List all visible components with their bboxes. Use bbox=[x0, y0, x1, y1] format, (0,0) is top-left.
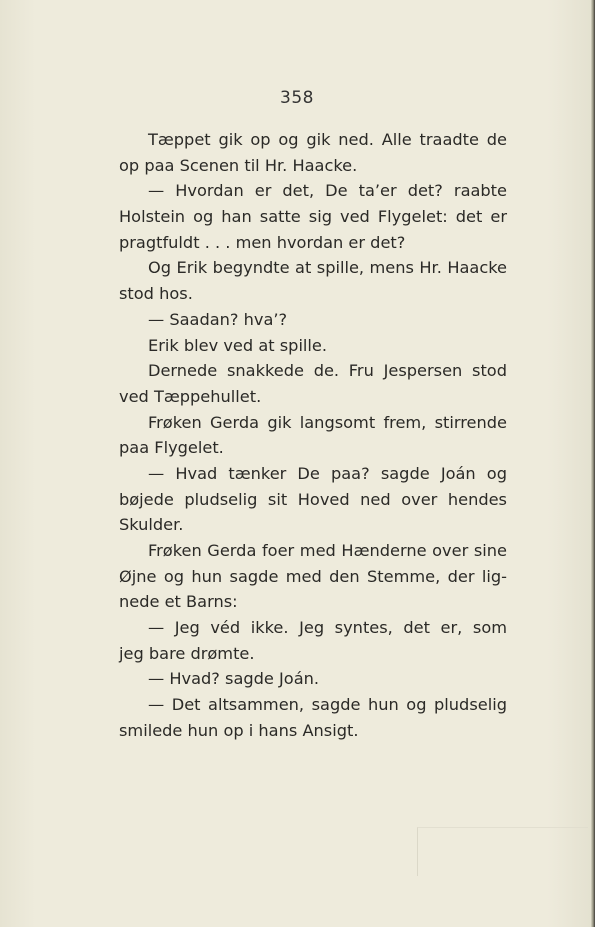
text-line: — Hvad tænker De paa? sagde Joán og bbox=[148, 463, 507, 483]
text-line: jeg bare drømte. bbox=[119, 643, 255, 663]
text-line: — Hvad? sagde Joán. bbox=[148, 669, 320, 689]
text-line: paa Flygelet. bbox=[119, 438, 224, 458]
text-line: Tæppet gik op og gik ned. Alle traadte de bbox=[148, 130, 507, 149]
text-line: Erik blev ved at spille. bbox=[148, 335, 328, 355]
text-line: — Jeg véd ikke. Jeg syntes, det er, som bbox=[148, 618, 507, 638]
text-line: Øjne og hun sagde med den Stemme, der lig- bbox=[119, 566, 507, 586]
text-line: — Saadan? hva’? bbox=[148, 309, 288, 329]
text-line: bøjede pludselig sit Hoved ned over hendes bbox=[119, 489, 507, 509]
body-text bbox=[119, 127, 507, 744]
text-line: Skulder. bbox=[119, 515, 184, 535]
text-line: — Hvordan er det, De ta’er det? raabte bbox=[148, 181, 507, 201]
text-line: stod hos. bbox=[119, 284, 193, 304]
text-line: pragtfuldt . . . men hvordan er det? bbox=[119, 232, 406, 252]
text-line: nede et Barns: bbox=[119, 592, 238, 612]
text-line: Og Erik begyndte at spille, mens Hr. Haacke bbox=[148, 258, 507, 278]
text-line: Holstein og han satte sig ved Flygelet: det er bbox=[119, 207, 507, 227]
page-number: 358 bbox=[280, 88, 314, 108]
page-edge bbox=[591, 0, 595, 927]
text-line: smilede hun op i hans Ansigt. bbox=[119, 720, 359, 740]
text-line: op paa Scenen til Hr. Haacke. bbox=[119, 155, 358, 175]
text-line: Frøken Gerda gik langsomt frem, stirrende bbox=[148, 412, 507, 432]
page-shadow-mark bbox=[417, 827, 588, 876]
text-line: ved Tæppehullet. bbox=[119, 386, 262, 406]
text-line: — Det altsammen, sagde hun og pludselig bbox=[148, 695, 507, 715]
text-line: Frøken Gerda foer med Hænderne over sine bbox=[148, 541, 507, 560]
text-line: Dernede snakkede de. Fru Jespersen stod bbox=[148, 361, 507, 381]
